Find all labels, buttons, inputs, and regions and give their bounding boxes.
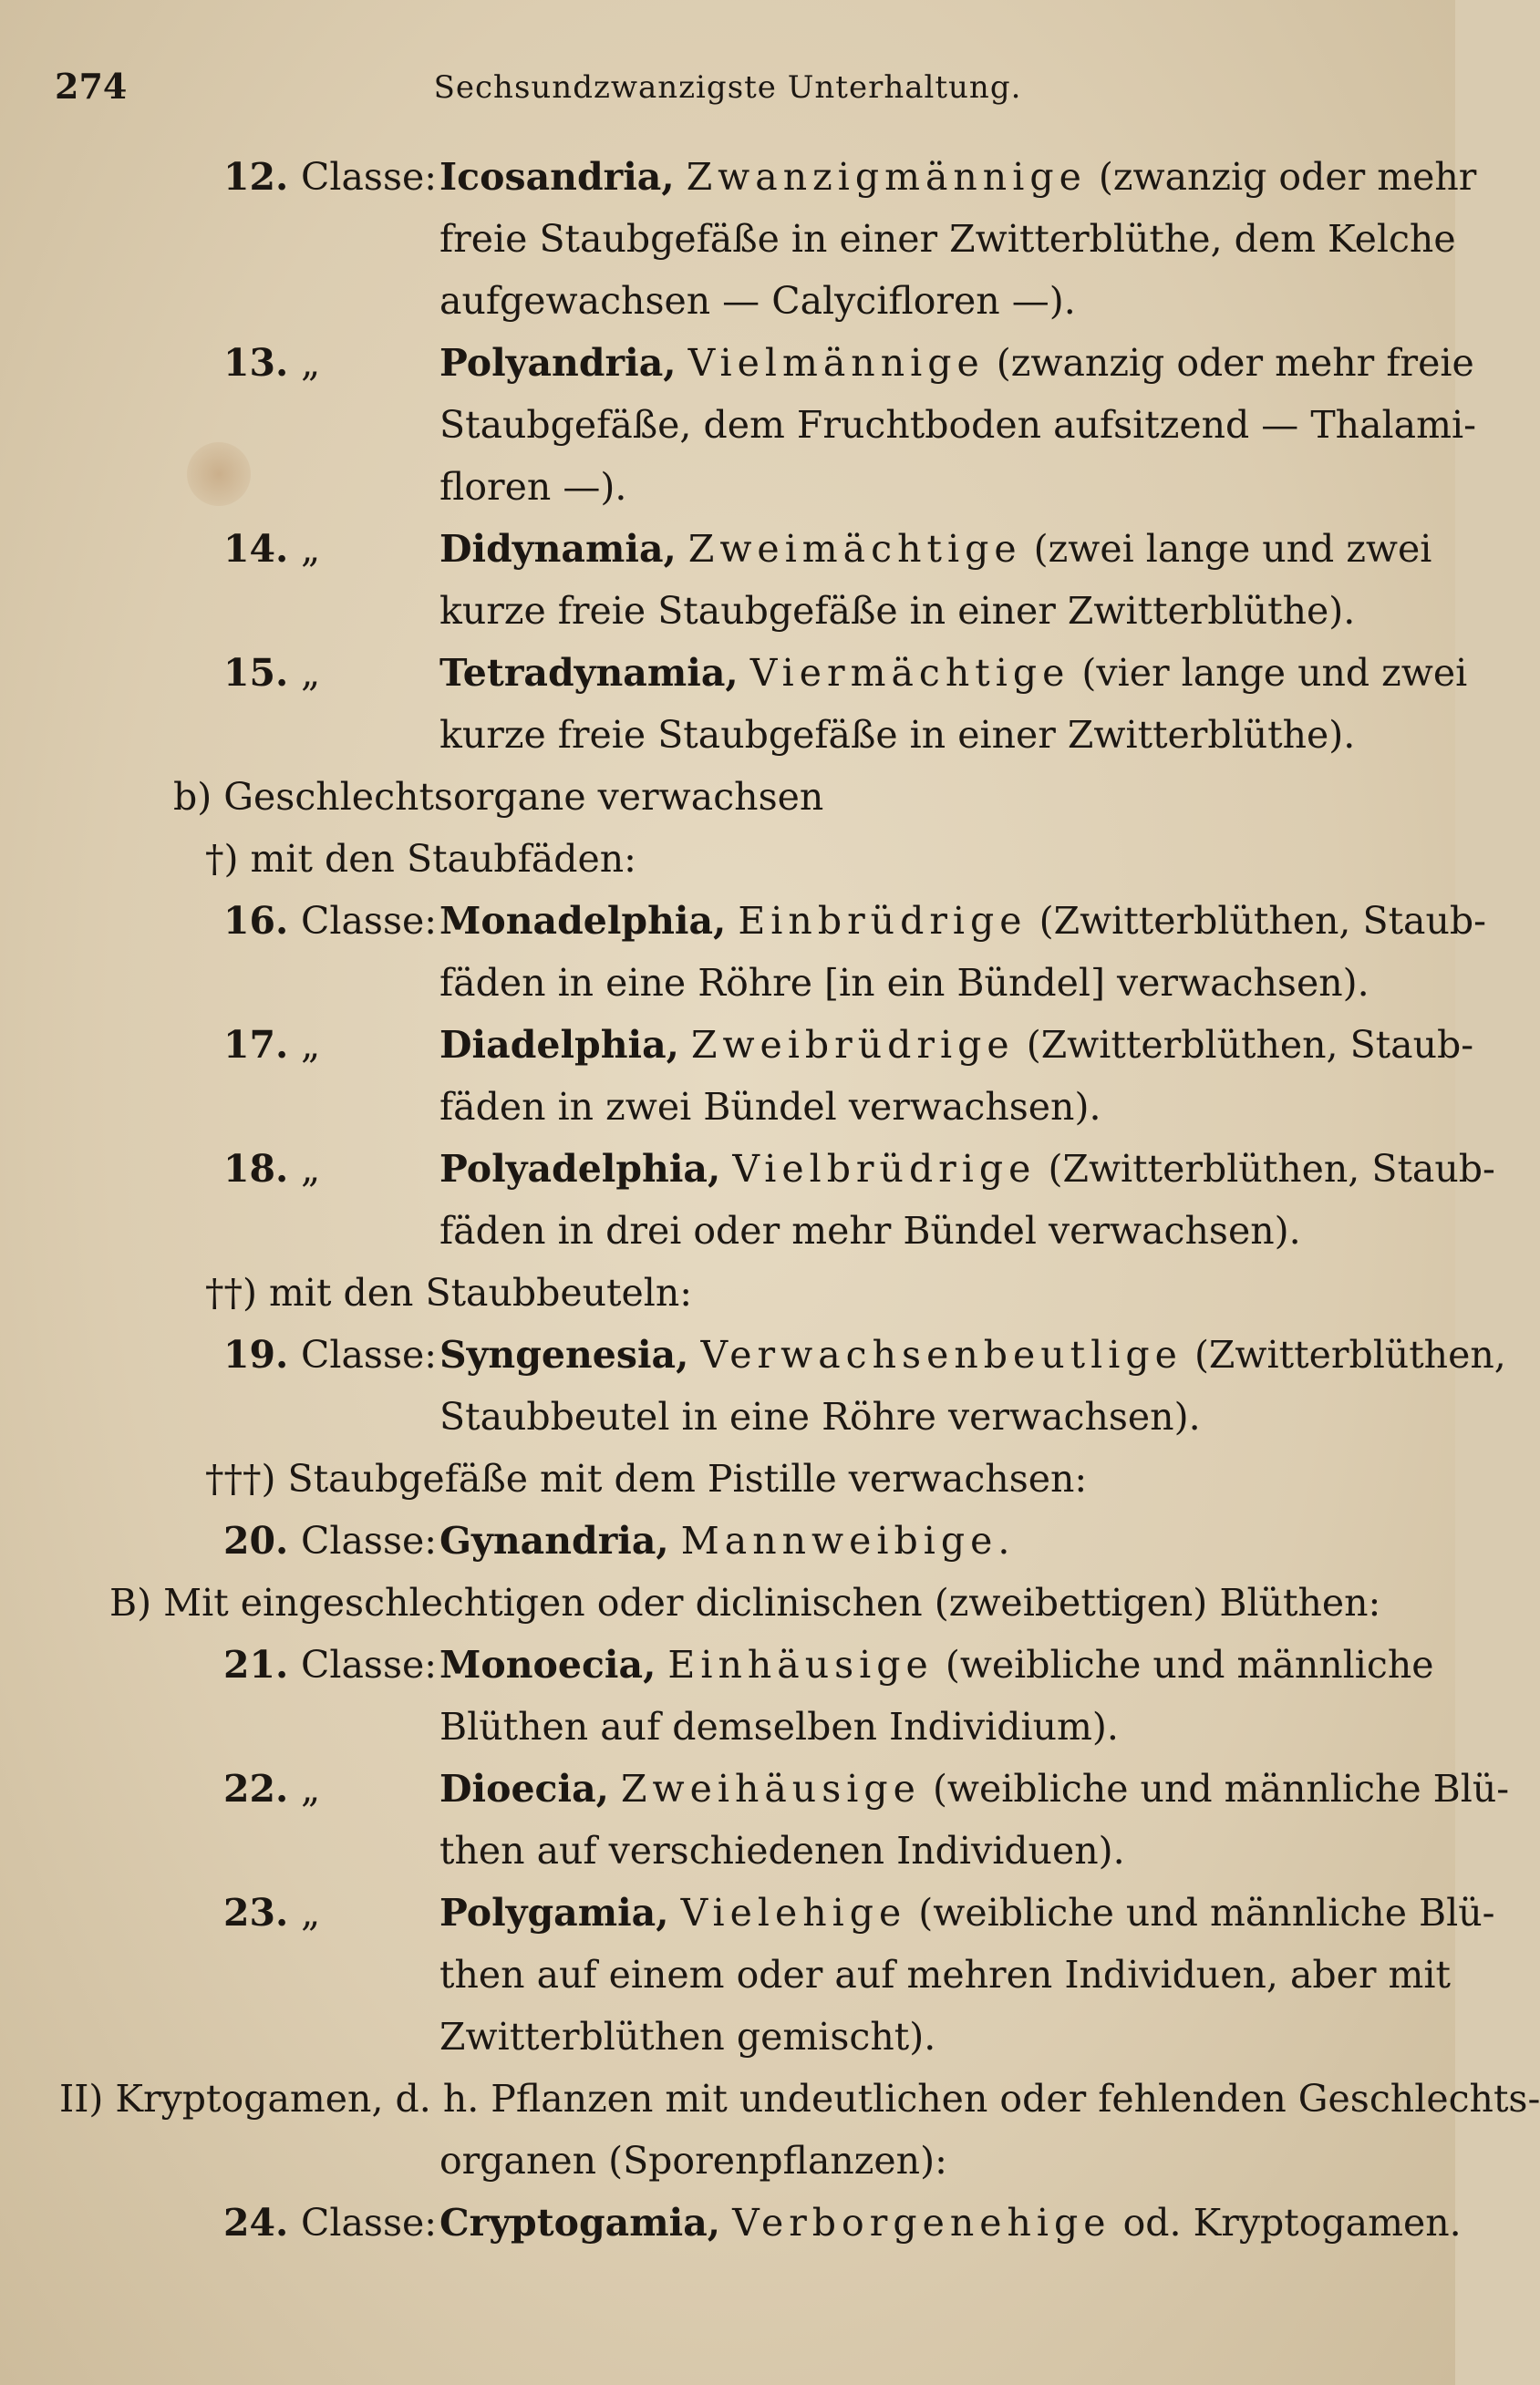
class-label: „ (301, 651, 321, 695)
german-name: Einbrüdrige (738, 899, 1028, 943)
german-name: Viermächtige (749, 651, 1070, 695)
class-number: 20. (223, 1519, 289, 1563)
text-line (55, 1634, 1434, 1696)
text-line (55, 1262, 1404, 1324)
class-number: 13. (223, 341, 289, 385)
class-entry-text (439, 146, 1476, 208)
continuation-text: kurze freie Staubgefäße in einer Zwitterblüthe). (439, 589, 1356, 633)
class-number: 21. (223, 1643, 289, 1687)
text-line (55, 1572, 1404, 1634)
class-label: Classe: (301, 2201, 438, 2245)
class-label: „ (301, 1147, 321, 1191)
class-number: 24. (223, 2201, 289, 2245)
page-number: 274 (55, 66, 128, 107)
latin-name: Diadelphia, (439, 1023, 679, 1067)
text-line (55, 1882, 1495, 1944)
section-heading: II) Kryptogamen, d. h. Pﬂanzen mit undeutlichen oder fehlenden Geschlechts- (59, 2077, 1540, 2121)
class-entry-text (439, 642, 1467, 704)
text-line (55, 208, 1456, 270)
class-entry-text (439, 518, 1431, 580)
class-entry-text (439, 1014, 1473, 1076)
class-entry-text (439, 1324, 1506, 1386)
class-entry-text (439, 1634, 1434, 1696)
entry-description: (Zwitterblüthen, (1194, 1333, 1506, 1377)
subsection-heading: b) Geschlechtsorgane verwachsen (173, 775, 824, 819)
class-number: 17. (223, 1023, 289, 1067)
class-label: Classe: (301, 899, 438, 943)
entry-description: (Zwitterblüthen, Staub- (1039, 899, 1486, 943)
entry-description: (Zwitterblüthen, Staub- (1026, 1023, 1474, 1067)
entry-description: (weibliche und männliche (945, 1643, 1434, 1687)
continuation-text: then auf verschiedenen Individuen). (439, 1829, 1125, 1873)
entry-description: (weibliche und männliche Blü- (918, 1891, 1495, 1935)
entry-description: (zwanzig oder mehr (1098, 155, 1477, 199)
dagger-heading: †) mit den Staubfäden: (205, 837, 636, 881)
page-body (55, 146, 1540, 2254)
text-line (55, 2192, 1462, 2254)
text-line (55, 1944, 1452, 2006)
continuation-text: fäden in drei oder mehr Bündel verwachsen). (439, 1209, 1301, 1253)
latin-name: Cryptogamia, (439, 2201, 721, 2245)
text-line (55, 146, 1477, 208)
class-number: 12. (223, 155, 289, 199)
entry-description: (zwei lange und zwei (1033, 527, 1432, 571)
running-head: Sechsundzwanzigste Unterhaltung. (433, 69, 1022, 106)
continuation-text: Zwitterblüthen gemischt). (439, 2015, 936, 2059)
continuation-text: organen (Sporenpﬂanzen): (439, 2139, 947, 2183)
continuation-text: Staubbeutel in eine Röhre verwachsen). (439, 1395, 1201, 1439)
entry-description: (Zwitterblüthen, Staub- (1048, 1147, 1495, 1191)
text-line (55, 1014, 1474, 1076)
text-line (55, 2068, 1540, 2130)
latin-name: Syngenesia, (439, 1333, 689, 1377)
class-number: 16. (223, 899, 289, 943)
text-line (55, 1820, 1404, 1882)
german-name: Zweihäusige (621, 1767, 921, 1811)
latin-name: Icosandria, (439, 155, 675, 199)
class-label: Classe: (301, 1333, 438, 1377)
text-line (55, 518, 1432, 580)
text-line (55, 394, 1476, 456)
latin-name: Polyandria, (439, 341, 677, 385)
class-label: Classe: (301, 1643, 438, 1687)
german-name: Vielmännige (687, 341, 985, 385)
latin-name: Monadelphia, (439, 899, 727, 943)
class-number: 18. (223, 1147, 289, 1191)
german-name: Einhäusige (667, 1643, 934, 1687)
latin-name: Didynamia, (439, 527, 677, 571)
text-line (55, 1696, 1404, 1758)
german-name: Zweimächtige (687, 527, 1022, 571)
text-line (55, 1386, 1404, 1448)
latin-name: Monoecia, (439, 1643, 656, 1687)
text-line (55, 1200, 1404, 1262)
text-line (55, 642, 1468, 704)
class-label: Classe: (301, 155, 438, 199)
continuation-text: fäden in zwei Bündel verwachsen). (439, 1085, 1101, 1129)
continuation-text: fäden in eine Röhre [in ein Bündel] verwachsen). (439, 961, 1369, 1005)
class-entry-text (439, 1510, 1015, 1572)
class-entry-text (439, 890, 1486, 952)
latin-name: Gynandria, (439, 1519, 669, 1563)
class-label: „ (301, 527, 321, 571)
continuation-text: freie Staubgefäße in einer Zwitterblüthe, dem Kelche (439, 217, 1456, 261)
class-number: 14. (223, 527, 289, 571)
text-line (55, 1076, 1404, 1138)
text-line (55, 766, 1404, 828)
class-label: Classe: (301, 1519, 438, 1563)
german-name: Zwanzigmännige (686, 155, 1087, 199)
class-number: 15. (223, 651, 289, 695)
text-line (55, 2006, 1404, 2068)
dagger-heading: ††) mit den Staubbeuteln: (205, 1271, 693, 1315)
entry-description: od. Kryptogamen. (1122, 2201, 1462, 2245)
class-label: „ (301, 341, 321, 385)
continuation-text: ﬂoren —). (439, 465, 627, 509)
class-number: 19. (223, 1333, 289, 1377)
text-line (55, 2130, 1404, 2192)
continuation-text: kurze freie Staubgefäße in einer Zwitterblüthe). (439, 713, 1356, 757)
text-line (55, 1324, 1506, 1386)
class-label: „ (301, 1023, 321, 1067)
text-line (55, 1138, 1495, 1200)
text-line (55, 1758, 1510, 1820)
latin-name: Polygamia, (439, 1891, 669, 1935)
entry-description: (vier lange und zwei (1081, 651, 1468, 695)
class-entry-text (439, 1882, 1495, 1944)
class-number: 23. (223, 1891, 289, 1935)
latin-name: Dioecia, (439, 1767, 609, 1811)
class-entry-text (439, 1758, 1509, 1820)
text-line (55, 704, 1404, 766)
german-name: Verwachsenbeutlige (700, 1333, 1183, 1377)
continuation-text: Staubgefäße, dem Fruchtboden aufsitzend — Thalami- (439, 403, 1476, 447)
class-number: 22. (223, 1767, 289, 1811)
entry-description: (weibliche und männliche Blü- (932, 1767, 1510, 1811)
text-line (55, 580, 1404, 642)
page-header (55, 66, 1400, 120)
section-heading: B) Mit eingeschlechtigen oder diclinischen (zweibettigen) Blüthen: (109, 1581, 1381, 1625)
text-line (55, 332, 1474, 394)
german-name: Vielbrüdrige (732, 1147, 1037, 1191)
text-line (55, 828, 1404, 890)
continuation-text: aufgewachsen — Calyciﬂoren —). (439, 279, 1076, 323)
text-line (55, 1448, 1404, 1510)
class-label: „ (301, 1767, 321, 1811)
class-entry-text (439, 2192, 1462, 2254)
class-entry-text (439, 332, 1474, 394)
text-line (55, 456, 1404, 518)
german-name: Verborgenehige (732, 2201, 1111, 2245)
text-line (55, 270, 1404, 332)
class-entry-text (439, 1138, 1495, 1200)
text-line (55, 890, 1486, 952)
entry-description: (zwanzig oder mehr freie (996, 341, 1474, 385)
latin-name: Polyadelphia, (439, 1147, 721, 1191)
dagger-heading: †††) Staubgefäße mit dem Pistille verwachsen: (205, 1457, 1088, 1501)
continuation-text: Blüthen auf demselben Individium). (439, 1705, 1119, 1749)
text-line (55, 952, 1404, 1014)
text-line (55, 1510, 1404, 1572)
class-label: „ (301, 1891, 321, 1935)
latin-name: Tetradynamia, (439, 651, 739, 695)
german-name: Vielehige (680, 1891, 907, 1935)
german-name: Zweibrüdrige (690, 1023, 1015, 1067)
continuation-text: then auf einem oder auf mehren Individuen, aber mit (439, 1953, 1452, 1997)
german-name: Mannweibige. (680, 1519, 1016, 1563)
